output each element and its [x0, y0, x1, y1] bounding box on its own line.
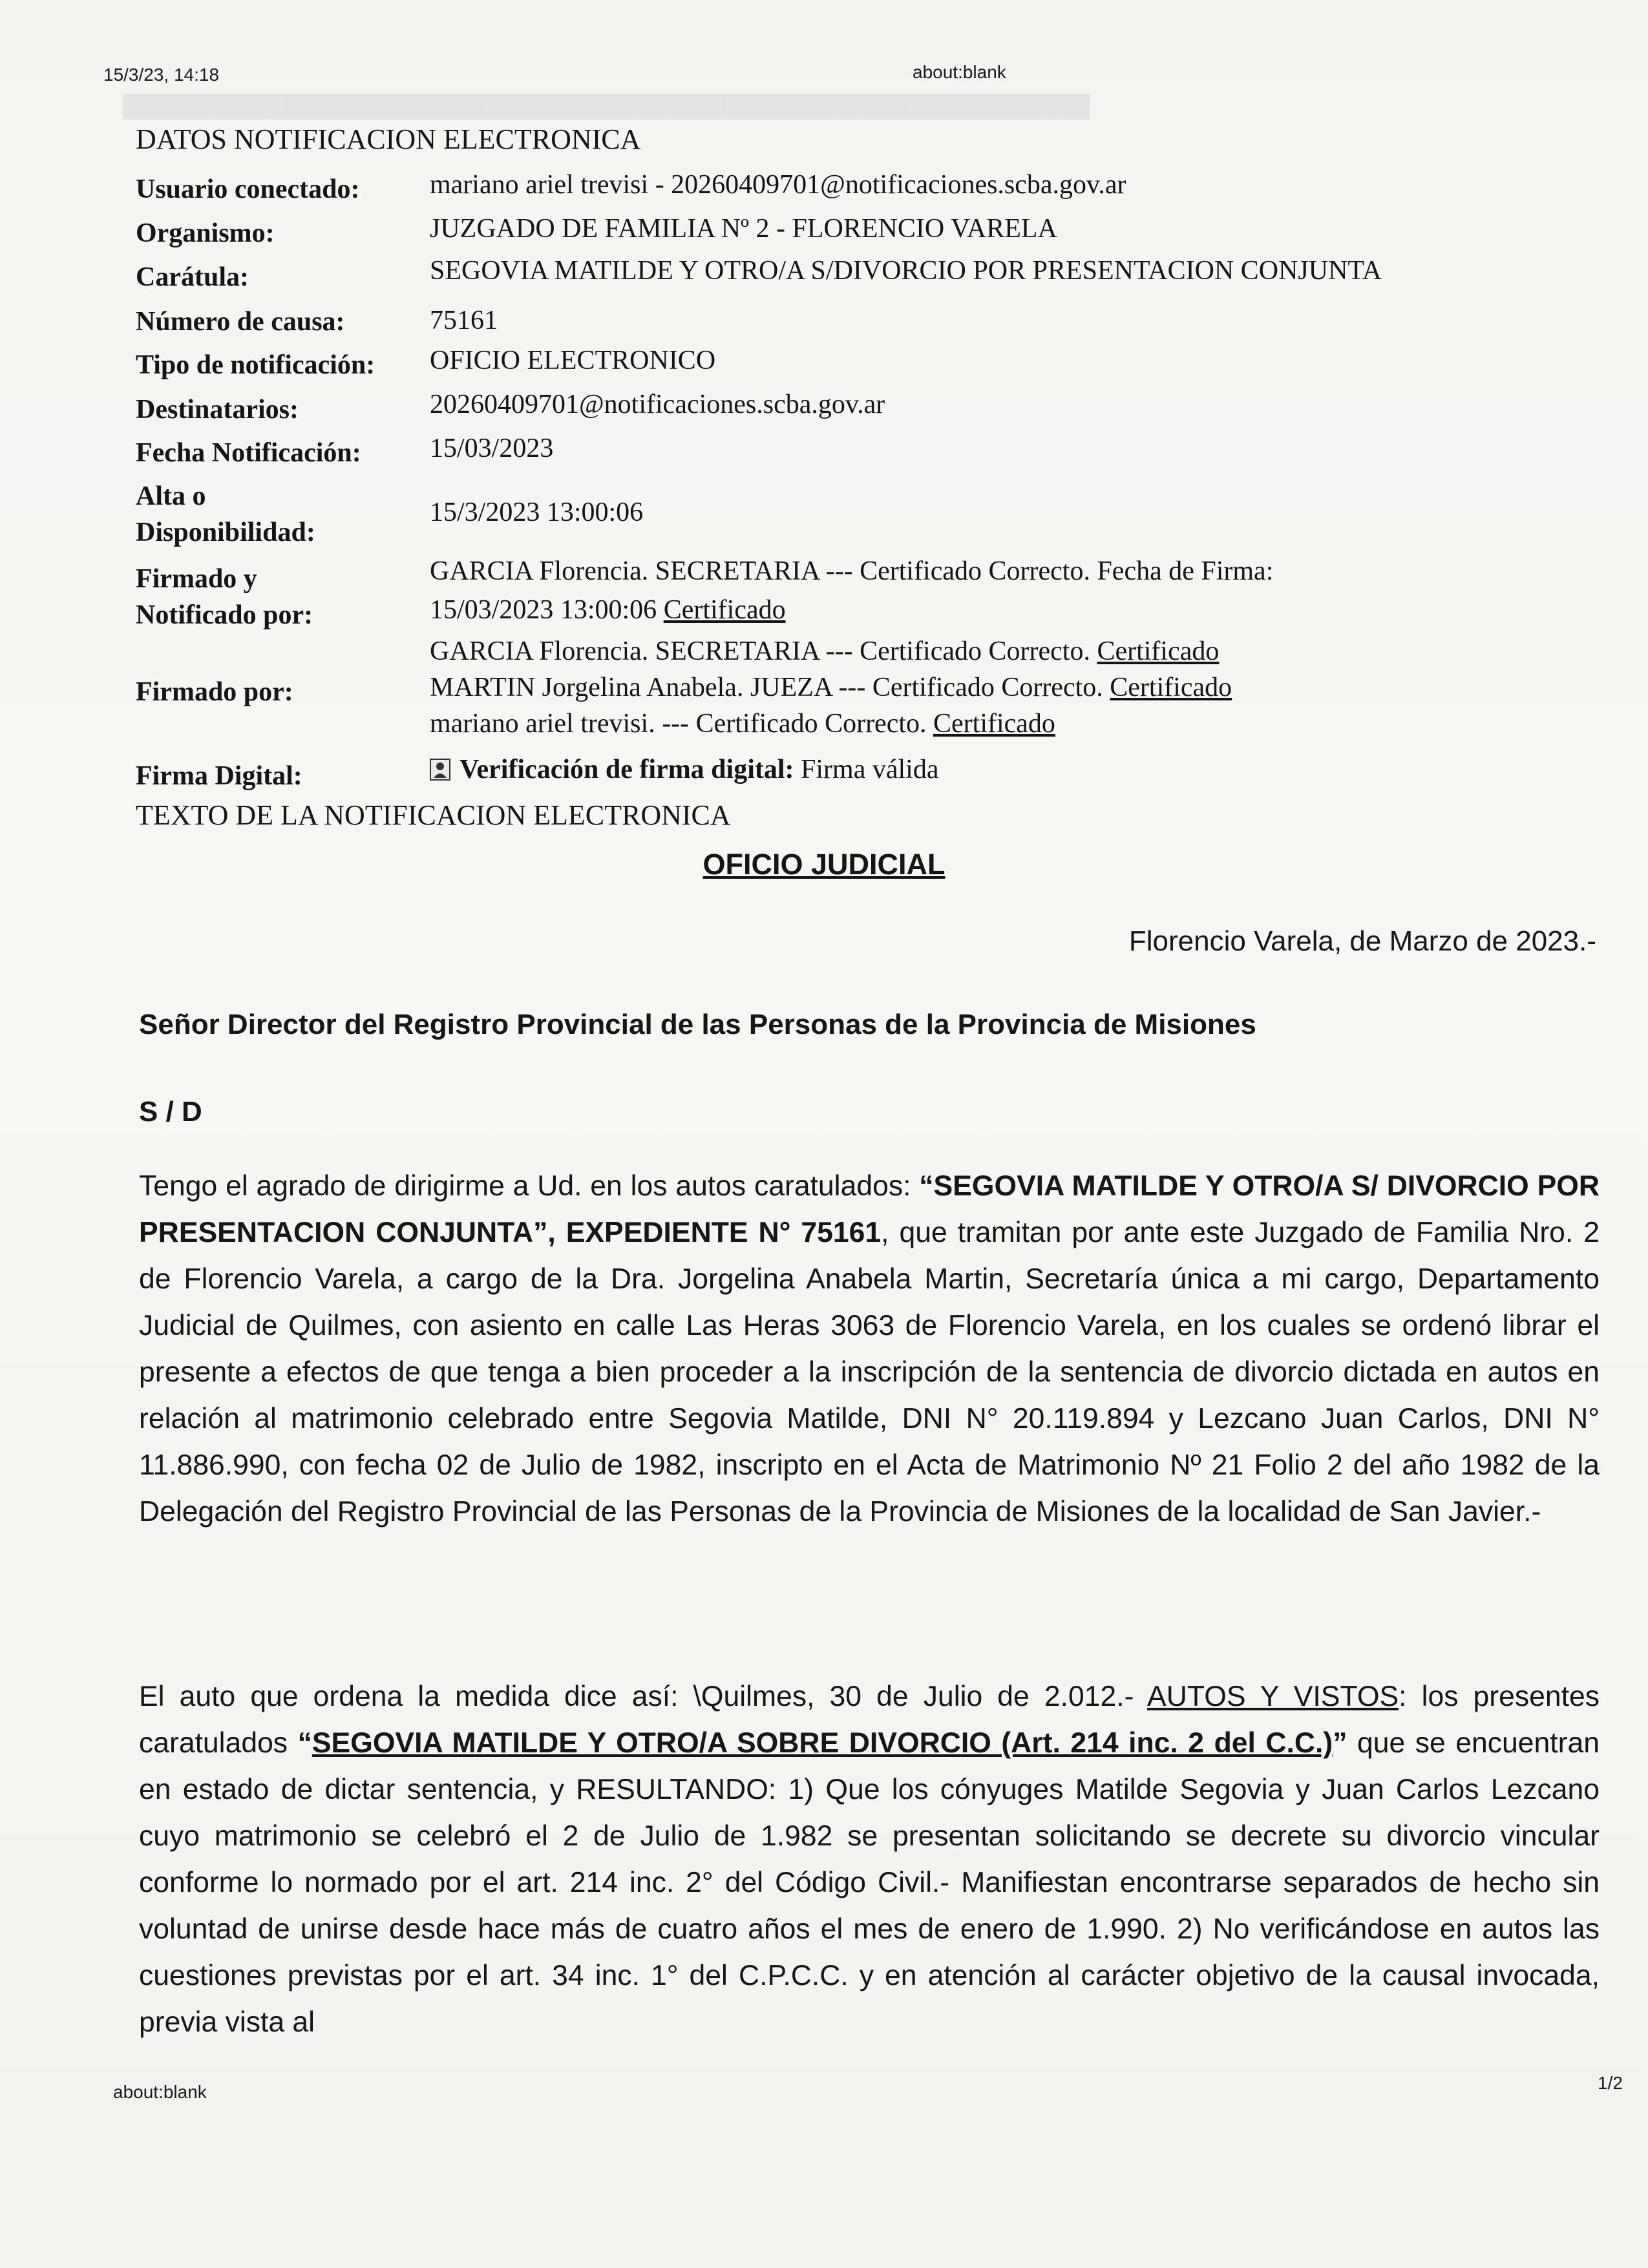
- firmado-por-line-2: [430, 669, 1232, 706]
- p2-intro: El auto que ordena la medida dice así: \Quilmes, 30 de Julio de 2.012.-: [139, 1681, 1148, 1712]
- p1-case-title: “SEGOVIA MATILDE Y OTRO/A S/ DIVORCIO POR PRESENTACION CONJUNTA”, EXPEDIENTE N° 75161: [139, 1170, 1600, 1248]
- field-value-tipo: OFICIO ELECTRONICO: [430, 346, 716, 375]
- field-label-firmado-por: Firmado por:: [136, 677, 293, 707]
- field-value-organismo: JUZGADO DE FAMILIA Nº 2 - FLORENCIO VARELA: [430, 214, 1057, 244]
- p1-intro: Tengo el agrado de dirigirme a Ud. en los autos caratulados:: [139, 1170, 920, 1202]
- page-number: 1/2: [1598, 2073, 1623, 2093]
- firmado-y-line-1: GARCIA Florencia. SECRETARIA --- Certificado Correcto. Fecha de Firma:: [430, 556, 1274, 586]
- certificado-link[interactable]: Certificado: [1110, 673, 1232, 702]
- p2-autos-vistos: AUTOS Y VISTOS: [1147, 1681, 1399, 1712]
- oficio-title: OFICIO JUDICIAL: [703, 848, 945, 881]
- field-value-fecha: 15/03/2023: [430, 434, 554, 463]
- field-label-alta-1: Alta o: [136, 481, 206, 511]
- firmado-por-line-3: [430, 706, 1055, 742]
- firmado-y-date: 15/03/2023 13:00:06: [430, 595, 657, 625]
- field-label-caratula: Carátula:: [136, 262, 249, 292]
- firmado-por-text-3: mariano ariel trevisi. --- Certificado Correcto.: [430, 709, 927, 739]
- print-datetime: 15/3/23, 14:18: [103, 65, 220, 85]
- firma-digital-bold: Verificación de firma digital:: [460, 755, 794, 784]
- field-label-tipo: Tipo de notificación:: [136, 350, 375, 380]
- certificado-link[interactable]: Certificado: [933, 709, 1055, 739]
- firma-digital-status: Firma válida: [801, 755, 939, 784]
- paragraph-1: [139, 1163, 1600, 1535]
- firmado-por-text-2: MARTIN Jorgelina Anabela. JUEZA --- Certificado Correcto.: [430, 673, 1103, 702]
- field-label-organismo: Organismo:: [136, 218, 275, 248]
- field-label-usuario: Usuario conectado:: [136, 174, 360, 204]
- print-url: about:blank: [913, 62, 1006, 82]
- sd-line: S / D: [139, 1096, 202, 1128]
- field-value-alta: 15/3/2023 13:00:06: [430, 498, 644, 527]
- field-label-numero-causa: Número de causa:: [136, 307, 345, 337]
- addressee: Señor Director del Registro Provincial de las Personas de la Provincia de Misiones: [139, 1009, 1256, 1040]
- p1-body: , que tramitan por ante este Juzgado de Familia Nro. 2 de Florencio Varela, a cargo de la Dra. Jorgelina Anabela Martin, Secretaría única a mi cargo, Departamento Judicial de Quilmes, con asiento en calle Las Heras 3063 de Florencio Varela, en los cuales se ordenó librar el presente a efectos de que tenga a bien proceder a la inscripción de la sentencia de divorcio dictada en autos en relación al matrimonio celebrado entre Segovia Matilde, DNI N° 20.119.894 y Lezcano Juan Carlos, DNI N° 11.886.990, con fecha 02 de Julio de 1982, inscripto en el Acta de Matrimonio Nº 21 Folio 2 del año 1982 de la Delegación del Registro Provincial de las Personas de la Provincia de Misiones de la localidad de San Javier.-: [139, 1217, 1600, 1528]
- paragraph-2: [139, 1674, 1600, 2046]
- firmado-por-text-1: GARCIA Florencia. SECRETARIA --- Certificado Correcto.: [430, 636, 1090, 666]
- certificado-link[interactable]: Certificado: [1097, 636, 1220, 666]
- field-label-firmado-y-1: Firmado y: [136, 564, 257, 594]
- p2-close-quote: ”: [1333, 1727, 1347, 1759]
- field-label-destinatarios: Destinatarios:: [136, 395, 299, 425]
- field-label-firma-digital: Firma Digital:: [136, 761, 302, 791]
- place-date: Florencio Varela, de Marzo de 2023.-: [1128, 925, 1596, 957]
- texto-heading: TEXTO DE LA NOTIFICACION ELECTRONICA: [136, 799, 731, 831]
- p2-connector: : los presentes caratulados: [139, 1681, 1600, 1759]
- firma-digital-value: [430, 751, 938, 788]
- p2-body: que se encuentran en estado de dictar sentencia, y RESULTANDO: 1) Que los cónyuges Matilde Segovia y Juan Carlos Lezcano cuyo matrimonio se celebró el 2 de Julio de 1.982 se presentan solicitando se decrete su divorcio vincular conforme lo normado por el art. 214 inc. 2° del Código Civil.- Manifiestan encontrarse separados de hecho sin voluntad de unirse desde hace más de cuatro años el mes de enero de 1.990. 2) No verificándose en autos las cuestiones previstas por el art. 34 inc. 1° del C.P.C.C. y en atención al carácter objetivo de la causal invocada, previa vista al: [139, 1727, 1600, 2038]
- bleed-through-texture: ████████████████████████████████████████████████████████████████: [123, 94, 1090, 118]
- firmado-y-line-2: [430, 592, 786, 628]
- field-label-alta-2: Disponibilidad:: [136, 518, 315, 547]
- footer-url: about:blank: [113, 2082, 207, 2102]
- field-label-firmado-y-2: Notificado por:: [136, 600, 313, 630]
- field-value-caratula: SEGOVIA MATILDE Y OTRO/A S/DIVORCIO POR PRESENTACION CONJUNTA: [430, 256, 1382, 286]
- field-value-usuario: mariano ariel trevisi - 20260409701@notificaciones.scba.gov.ar: [430, 170, 1126, 200]
- field-value-destinatarios: 20260409701@notificaciones.scba.gov.ar: [430, 390, 885, 419]
- notification-heading: DATOS NOTIFICACION ELECTRONICA: [136, 123, 641, 155]
- firmado-por-line-1: [430, 633, 1219, 669]
- field-label-fecha: Fecha Notificación:: [136, 438, 361, 468]
- field-value-numero-causa: 75161: [430, 306, 498, 335]
- signature-verified-icon: [430, 759, 450, 781]
- p2-open-quote: “: [297, 1727, 312, 1759]
- certificado-link[interactable]: Certificado: [663, 595, 786, 625]
- p2-case-title: SEGOVIA MATILDE Y OTRO/A SOBRE DIVORCIO (Art. 214 inc. 2 del C.C.): [312, 1727, 1333, 1759]
